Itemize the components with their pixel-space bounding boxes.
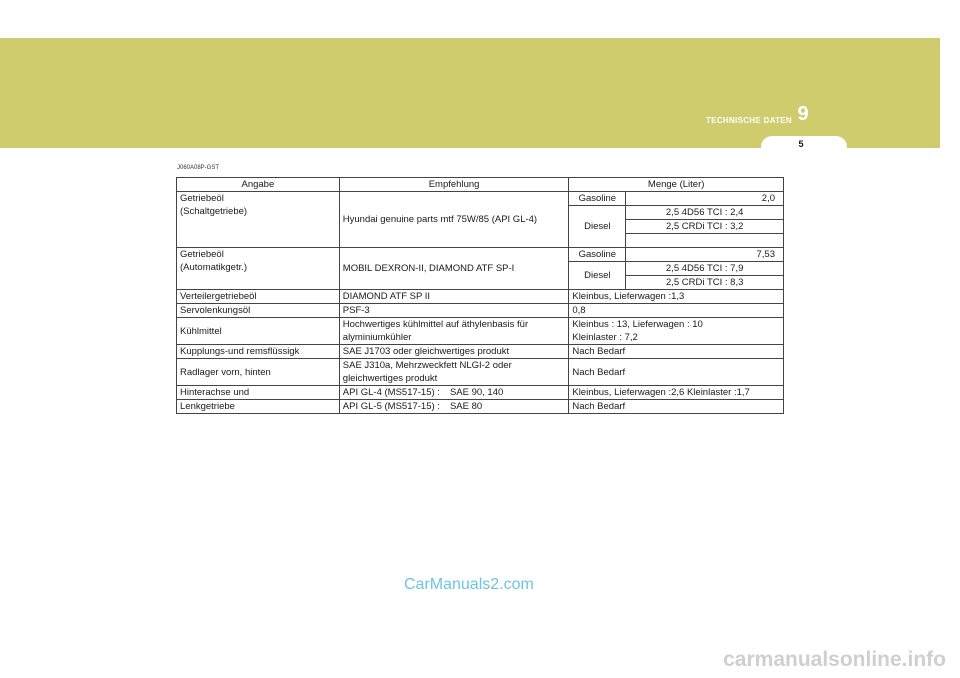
cell-gasoline-label: Gasoline [569, 192, 626, 206]
document-code: J060A08P-GST [177, 165, 220, 171]
cell-empfehlung: Hochwertiges kühlmittel auf äthylenbasis für alyminiumkühler [339, 318, 569, 345]
cell-menge: Nach Bedarf [569, 359, 784, 386]
cell-empfehlung: API GL-5 (MS517-15) : SAE 80 [339, 400, 569, 414]
cell-empfehlung: SAE J310a, Mehrzweckfett NLGI-2 oder gleichwertiges produkt [339, 359, 569, 386]
cell-menge: 0,8 [569, 304, 784, 318]
cell-empfehlung: PSF-3 [339, 304, 569, 318]
table-header-row [177, 178, 784, 192]
cell-diesel-label: Diesel [569, 206, 626, 248]
cell-menge: Kleinbus : 13, Lieferwagen : 10 Kleinlaster : 7,2 [569, 318, 784, 345]
cell-angabe: Getriebeöl (Schaltgetriebe) [177, 192, 340, 248]
cell-empfehlung: DIAMOND ATF SP II [339, 290, 569, 304]
cell-diesel-value: 2,5 CRDi TCI : 3,2 [626, 220, 784, 234]
cell-empfehlung: SAE J1703 oder gleichwertiges produkt [339, 345, 569, 359]
table-row [177, 290, 784, 304]
cell-diesel-label: Diesel [569, 262, 626, 290]
cell-angabe: Kupplungs-und remsflüssigk [177, 345, 340, 359]
header-empfehlung: Empfehlung [339, 178, 569, 192]
header-angabe: Angabe [177, 178, 340, 192]
table-row [177, 248, 784, 262]
footer-watermark: carmanualsonline.info [723, 648, 946, 671]
cell-menge: Nach Bedarf [569, 345, 784, 359]
cell-menge: Nach Bedarf [569, 400, 784, 414]
cell-angabe: Kühlmittel [177, 318, 340, 345]
cell-angabe: Lenkgetriebe [177, 400, 340, 414]
cell-angabe: Hinterachse und [177, 386, 340, 400]
cell-gasoline-value: 7,53 [626, 248, 784, 262]
header-menge: Menge (Liter) [569, 178, 784, 192]
table-row [177, 359, 784, 386]
table-row [177, 304, 784, 318]
cell-empfehlung: MOBIL DEXRON-II, DIAMOND ATF SP-I [339, 248, 569, 290]
cell-menge: Kleinbus, Lieferwagen :1,3 [569, 290, 784, 304]
table-row [177, 318, 784, 345]
cell-empfehlung: Hyundai genuine parts mtf 75W/85 (API GL-4) [339, 192, 569, 248]
cell-diesel-value: 2,5 CRDi TCI : 8,3 [626, 276, 784, 290]
lubricant-spec-table [176, 177, 784, 414]
cell-menge: Kleinbus, Lieferwagen :2,6 Kleinlaster :1,7 [569, 386, 784, 400]
cell-gasoline-value: 2,0 [626, 192, 784, 206]
table-row [177, 386, 784, 400]
cell-diesel-value: 2,5 4D56 TCI : 7,9 [626, 262, 784, 276]
cell-angabe: Verteilergetriebeöl [177, 290, 340, 304]
header-band [0, 38, 940, 148]
chapter-number: 9 [797, 103, 809, 125]
cell-angabe: Servolenkungsöl [177, 304, 340, 318]
cell-empfehlung: API GL-4 (MS517-15) : SAE 90, 140 [339, 386, 569, 400]
cell-angabe: Getriebeöl (Automatikgetr.) [177, 248, 340, 290]
page-number: 5 [798, 139, 804, 149]
cell-gasoline-label: Gasoline [569, 248, 626, 262]
table-row [177, 400, 784, 414]
section-title: TECHNISCHE DATEN [706, 116, 792, 125]
cell-empty [626, 234, 784, 248]
cell-diesel-value: 2,5 4D56 TCI : 2,4 [626, 206, 784, 220]
table-row [177, 192, 784, 206]
table-row [177, 345, 784, 359]
cell-angabe: Radlager vorn, hinten [177, 359, 340, 386]
watermark-link[interactable]: CarManuals2.com [404, 576, 534, 593]
